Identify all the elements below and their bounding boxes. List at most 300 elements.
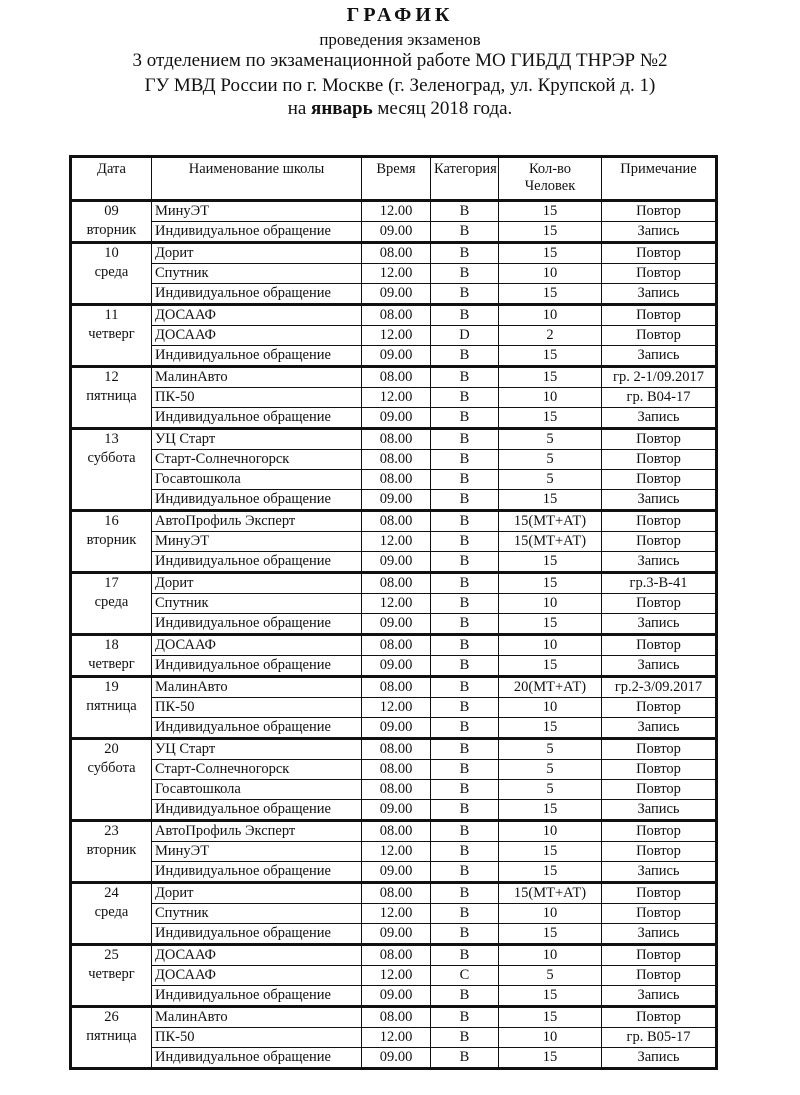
table-row [71,800,717,821]
count-cell: 10 [499,904,602,924]
time-cell: 12.00 [362,842,431,862]
weekday: суббота [87,450,136,466]
category-cell: В [431,284,499,305]
time-cell: 12.00 [362,201,431,222]
time-cell: 08.00 [362,429,431,450]
time-cell: 09.00 [362,924,431,945]
count-cell: 5 [499,450,602,470]
table-row [71,821,717,842]
time-cell: 08.00 [362,677,431,698]
time-cell: 08.00 [362,1007,431,1028]
school-cell: МинуЭТ [152,201,362,222]
count-cell: 5 [499,739,602,760]
category-cell: В [431,718,499,739]
date-number: 12 [104,369,119,385]
school-cell: ДОСААФ [152,945,362,966]
table-row [71,408,717,429]
table-row [71,243,717,264]
time-cell: 09.00 [362,552,431,573]
table-row [71,677,717,698]
time-cell: 08.00 [362,883,431,904]
note-cell: Повтор [602,470,717,490]
count-cell: 2 [499,326,602,346]
note-cell: Повтор [602,450,717,470]
time-cell: 09.00 [362,408,431,429]
count-cell: 15 [499,656,602,677]
time-cell: 09.00 [362,284,431,305]
table-row [71,945,717,966]
table-row [71,429,717,450]
count-cell: 15 [499,862,602,883]
weekday: вторник [86,842,137,858]
note-cell: Запись [602,800,717,821]
count-cell: 15 [499,718,602,739]
school-cell: АвтоПрофиль Эксперт [152,511,362,532]
category-cell: В [431,201,499,222]
table-row [71,656,717,677]
count-cell: 15(МТ+АТ) [499,532,602,552]
table-row [71,367,717,388]
note-cell: гр. В05-17 [602,1028,717,1048]
subtitle-line-1: проведения экзаменов [319,30,481,49]
date-number: 11 [104,307,119,323]
table-row [71,862,717,883]
weekday: четверг [88,326,135,342]
note-cell: Повтор [602,532,717,552]
table-row [71,614,717,635]
date-number: 25 [104,947,119,963]
category-cell: В [431,883,499,904]
subtitle-line-2: 3 отделением по экзаменационной работе МО ГИБДД ТНРЭР №2 [132,50,668,71]
weekday: суббота [87,760,136,776]
table-row [71,305,717,326]
date-cell [71,243,152,305]
count-cell: 15 [499,408,602,429]
note-cell: Запись [602,924,717,945]
subtitle-line-3: ГУ МВД России по г. Москве (г. Зеленоград, ул. Крупской д. 1) [144,75,656,96]
table-row [71,698,717,718]
category-cell: В [431,305,499,326]
school-cell: Дорит [152,883,362,904]
note-cell: Повтор [602,883,717,904]
category-cell: В [431,552,499,573]
date-group [71,511,717,573]
time-cell: 08.00 [362,945,431,966]
category-cell: В [431,739,499,760]
date-group [71,821,717,883]
note-cell: Запись [602,346,717,367]
table-row [71,760,717,780]
note-cell: Повтор [602,305,717,326]
school-cell: МинуЭТ [152,842,362,862]
category-cell: В [431,986,499,1007]
table-row [71,490,717,511]
category-cell: В [431,821,499,842]
school-cell: Индивидуальное обращение [152,614,362,635]
time-cell: 09.00 [362,1048,431,1069]
category-cell: В [431,450,499,470]
note-cell: Повтор [602,326,717,346]
date-number: 26 [104,1009,119,1025]
date-group [71,429,717,511]
category-cell: D [431,326,499,346]
category-cell: В [431,470,499,490]
date-number: 23 [104,823,119,839]
note-cell: Запись [602,222,717,243]
school-cell: Индивидуальное обращение [152,986,362,1007]
note-cell: Запись [602,656,717,677]
date-group [71,243,717,305]
note-cell: Повтор [602,739,717,760]
note-cell: гр. 2-1/09.2017 [602,367,717,388]
note-cell: гр.3-В-41 [602,573,717,594]
table-row [71,201,717,222]
count-cell: 20(МТ+АТ) [499,677,602,698]
table-row [71,532,717,552]
count-cell: 15 [499,1048,602,1069]
weekday: вторник [86,222,137,238]
school-cell: Индивидуальное обращение [152,222,362,243]
count-cell: 10 [499,388,602,408]
count-cell: 15 [499,614,602,635]
date-cell [71,305,152,367]
time-cell: 09.00 [362,346,431,367]
school-cell: ПК-50 [152,698,362,718]
count-cell: 15 [499,346,602,367]
time-cell: 12.00 [362,264,431,284]
category-cell: В [431,677,499,698]
date-group [71,739,717,821]
count-cell: 5 [499,470,602,490]
note-cell: Запись [602,284,717,305]
school-cell: МалинАвто [152,367,362,388]
table-row [71,986,717,1007]
count-cell: 5 [499,966,602,986]
time-cell: 08.00 [362,470,431,490]
note-cell: Повтор [602,511,717,532]
note-cell: гр.2-3/09.2017 [602,677,717,698]
note-cell: Запись [602,1048,717,1069]
note-cell: Запись [602,614,717,635]
category-cell: В [431,842,499,862]
count-cell: 15(МТ+АТ) [499,883,602,904]
time-cell: 09.00 [362,800,431,821]
category-cell: В [431,429,499,450]
category-cell: В [431,346,499,367]
school-cell: Дорит [152,573,362,594]
school-cell: Индивидуальное обращение [152,1048,362,1069]
school-cell: Индивидуальное обращение [152,408,362,429]
note-cell: Запись [602,718,717,739]
school-cell: Спутник [152,264,362,284]
time-cell: 09.00 [362,986,431,1007]
time-cell: 09.00 [362,222,431,243]
count-cell: 15 [499,243,602,264]
date-cell [71,573,152,635]
table-row [71,1007,717,1028]
school-cell: Старт-Солнечногорск [152,760,362,780]
time-cell: 09.00 [362,490,431,511]
date-group [71,305,717,367]
date-group [71,635,717,677]
note-cell: Повтор [602,243,717,264]
table-row [71,552,717,573]
weekday: среда [94,264,129,280]
note-cell: Повтор [602,966,717,986]
count-cell: 5 [499,760,602,780]
weekday: вторник [86,532,137,548]
date-cell [71,883,152,945]
count-cell: 15 [499,842,602,862]
school-cell: Спутник [152,594,362,614]
note-cell: Повтор [602,635,717,656]
col-date-header: Дата [71,157,152,201]
category-cell: В [431,945,499,966]
count-cell: 15 [499,800,602,821]
table-row [71,573,717,594]
time-cell: 12.00 [362,532,431,552]
note-cell: Повтор [602,698,717,718]
category-cell: В [431,367,499,388]
note-cell: Повтор [602,821,717,842]
table-row [71,388,717,408]
count-cell: 10 [499,821,602,842]
table-row [71,326,717,346]
date-number: 10 [104,245,119,261]
month-suffix: месяц 2018 года. [372,98,513,119]
category-cell: В [431,594,499,614]
category-cell: В [431,222,499,243]
date-number: 16 [104,513,119,529]
school-cell: Индивидуальное обращение [152,718,362,739]
school-cell: ПК-50 [152,1028,362,1048]
school-cell: ДОСААФ [152,635,362,656]
time-cell: 09.00 [362,718,431,739]
weekday: пятница [86,388,137,404]
date-cell [71,429,152,511]
category-cell: В [431,532,499,552]
school-cell: АвтоПрофиль Эксперт [152,821,362,842]
count-cell: 10 [499,264,602,284]
date-cell [71,367,152,429]
table-row [71,966,717,986]
note-cell: Повтор [602,945,717,966]
col-note-header: Примечание [602,157,717,201]
date-cell [71,739,152,821]
count-cell: 15 [499,552,602,573]
time-cell: 08.00 [362,739,431,760]
count-cell: 10 [499,1028,602,1048]
category-cell: В [431,924,499,945]
document-title: ГРАФИК [346,4,454,26]
category-cell: В [431,904,499,924]
note-cell: гр. В04-17 [602,388,717,408]
category-cell: В [431,698,499,718]
note-cell: Запись [602,408,717,429]
count-cell: 15(МТ+АТ) [499,511,602,532]
date-cell [71,1007,152,1069]
time-cell: 12.00 [362,326,431,346]
date-number: 09 [104,203,119,219]
time-cell: 08.00 [362,305,431,326]
time-cell: 12.00 [362,594,431,614]
date-number: 18 [104,637,119,653]
school-cell: Старт-Солнечногорск [152,450,362,470]
school-cell: МалинАвто [152,677,362,698]
count-cell: 10 [499,945,602,966]
school-cell: МинуЭТ [152,532,362,552]
category-cell: С [431,966,499,986]
category-cell: В [431,388,499,408]
category-cell: В [431,1028,499,1048]
time-cell: 12.00 [362,966,431,986]
date-group [71,677,717,739]
table-row [71,594,717,614]
col-category-header: Категория [431,157,499,201]
category-cell: В [431,1007,499,1028]
note-cell: Запись [602,986,717,1007]
month-name: январь [311,98,373,119]
note-cell: Повтор [602,842,717,862]
table-row [71,842,717,862]
school-cell: Спутник [152,904,362,924]
weekday: среда [94,594,129,610]
note-cell: Повтор [602,201,717,222]
time-cell: 08.00 [362,243,431,264]
weekday: четверг [88,966,135,982]
table-row [71,924,717,945]
time-cell: 09.00 [362,614,431,635]
time-cell: 08.00 [362,821,431,842]
note-cell: Повтор [602,1007,717,1028]
weekday: среда [94,904,129,920]
school-cell: Индивидуальное обращение [152,656,362,677]
date-number: 17 [104,575,119,591]
category-cell: В [431,614,499,635]
count-cell: 15 [499,201,602,222]
note-cell: Повтор [602,429,717,450]
table-row [71,346,717,367]
category-cell: В [431,511,499,532]
time-cell: 08.00 [362,573,431,594]
category-cell: В [431,408,499,429]
category-cell: В [431,656,499,677]
weekday: пятница [86,1028,137,1044]
count-cell: 15 [499,490,602,511]
school-cell: Госавтошкола [152,780,362,800]
count-cell: 15 [499,1007,602,1028]
category-cell: В [431,800,499,821]
time-cell: 08.00 [362,367,431,388]
category-cell: В [431,264,499,284]
school-cell: УЦ Старт [152,739,362,760]
count-cell: 5 [499,780,602,800]
count-cell: 10 [499,305,602,326]
category-cell: В [431,1048,499,1069]
school-cell: ДОСААФ [152,305,362,326]
time-cell: 09.00 [362,656,431,677]
time-cell: 08.00 [362,511,431,532]
month-prefix: на [287,98,312,119]
note-cell: Повтор [602,264,717,284]
time-cell: 12.00 [362,698,431,718]
count-cell: 15 [499,222,602,243]
weekday: четверг [88,656,135,672]
count-cell: 10 [499,635,602,656]
school-cell: ДОСААФ [152,966,362,986]
count-cell: 15 [499,367,602,388]
date-number: 20 [104,741,119,757]
note-cell: Запись [602,862,717,883]
count-cell: 10 [499,594,602,614]
school-cell: ПК-50 [152,388,362,408]
date-cell [71,677,152,739]
time-cell: 08.00 [362,780,431,800]
date-group [71,1007,717,1069]
date-group [71,945,717,1007]
school-cell: Индивидуальное обращение [152,552,362,573]
school-cell: МалинАвто [152,1007,362,1028]
school-cell: Дорит [152,243,362,264]
time-cell: 08.00 [362,635,431,656]
school-cell: Индивидуальное обращение [152,800,362,821]
time-cell: 08.00 [362,760,431,780]
count-cell: 15 [499,284,602,305]
date-group [71,573,717,635]
table-row [71,718,717,739]
table-row [71,222,717,243]
date-group [71,201,717,243]
date-number: 13 [104,431,119,447]
date-group [71,883,717,945]
count-cell: 5 [499,429,602,450]
date-number: 19 [104,679,119,695]
school-cell: Индивидуальное обращение [152,924,362,945]
table-row [71,1048,717,1069]
count-cell: 15 [499,573,602,594]
note-cell: Повтор [602,760,717,780]
date-cell [71,945,152,1007]
date-cell [71,511,152,573]
count-cell: 15 [499,924,602,945]
exam-schedule-table [69,155,718,1070]
col-school-header: Наименование школы [152,157,362,201]
category-cell: В [431,760,499,780]
date-cell [71,201,152,243]
category-cell: В [431,490,499,511]
count-cell: 15 [499,986,602,1007]
school-cell: УЦ Старт [152,429,362,450]
category-cell: В [431,862,499,883]
subtitle-line-4 [0,98,800,120]
date-number: 24 [104,885,119,901]
school-cell: Индивидуальное обращение [152,490,362,511]
date-cell [71,635,152,677]
table-row [71,739,717,760]
note-cell: Повтор [602,594,717,614]
category-cell: В [431,573,499,594]
school-cell: ДОСААФ [152,326,362,346]
time-cell: 12.00 [362,1028,431,1048]
category-cell: В [431,780,499,800]
note-cell: Запись [602,552,717,573]
category-cell: В [431,635,499,656]
table-row [71,284,717,305]
table-row [71,450,717,470]
date-group [71,367,717,429]
category-cell: В [431,243,499,264]
weekday: пятница [86,698,137,714]
